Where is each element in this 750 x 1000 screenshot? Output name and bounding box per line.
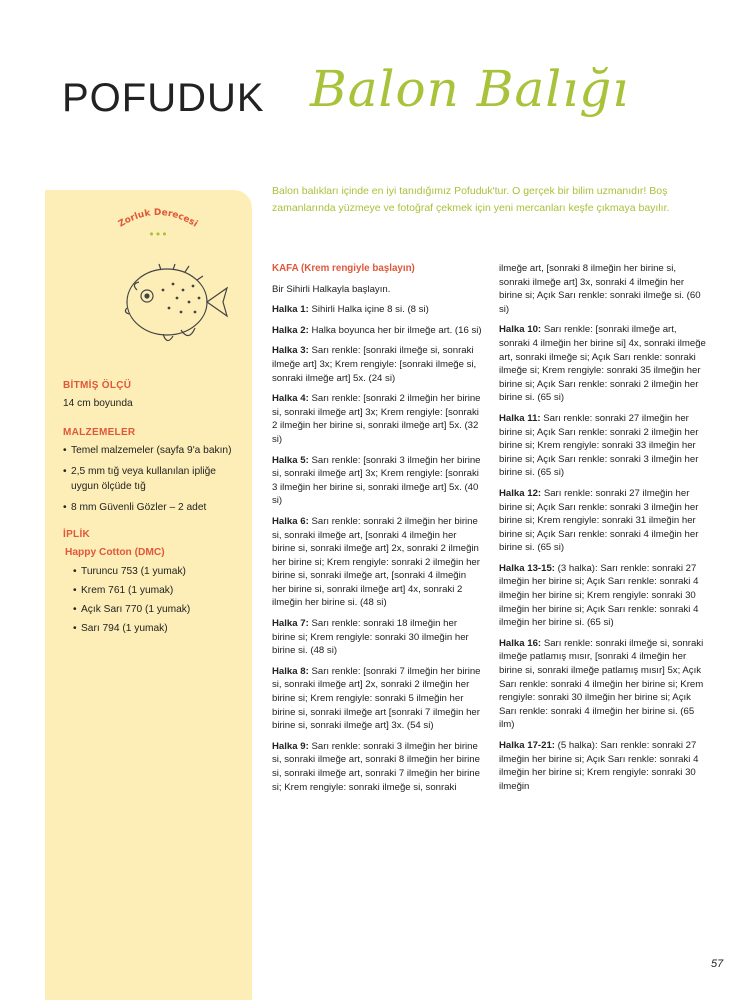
round-text: Sarı renkle: [sonraki 3 ilmeğin her birine si, sonraki ilmeğe art] 3x; Krem rengiyle: [sonraki 3 ilmeğin her birine si, sonraki ilmeğe art] 5x. (40 si): [272, 454, 481, 507]
round-instruction: [499, 412, 709, 480]
round-label: Halka 16:: [499, 637, 542, 649]
round-instruction: [272, 454, 482, 508]
round-label: Halka 7:: [272, 618, 309, 630]
intro-paragraph: Balon balıkları içinde en iyi tanıdığımız Pofuduk'tur. O gerçek bir bilim uzmanıdır! Boş zamanlarında yüzmeye ve fotoğraf çekmek için yeni mercanları keşfe çıkmaya bayılır.: [272, 185, 670, 214]
round-text: (3 halka): Sarı renkle: sonraki 27 ilmeğin her birine si; Açık Sarı renkle: sonraki 4 ilmeğin her birine si; Krem rengiyle: sonraki 30 ilmeğin her birine si; Açık Sarı renkle: sonraki 4 ilmeğin her birine si. (65 si): [499, 562, 699, 629]
badge-dots: •••: [148, 228, 168, 241]
round-text: Halka boyunca her bir ilmeğe art. (16 si): [311, 324, 482, 336]
list-item: • 2,5 mm tığ veya kullanılan ipliğe uygun ölçüde tığ: [63, 464, 243, 494]
yarn-brand: Happy Cotton (DMC): [65, 547, 165, 558]
page-title: [60, 58, 700, 148]
list-item: • 8 mm Güvenli Gözler – 2 adet: [63, 500, 243, 515]
round-label: Halka 5:: [272, 454, 309, 466]
list-item: • Açık Sarı 770 (1 yumak): [73, 602, 243, 617]
yarn-list: [63, 564, 243, 636]
round-label: Halka 17-21:: [499, 740, 555, 751]
round-label: Halka 9:: [272, 740, 309, 752]
difficulty-badge-icon: [103, 202, 213, 242]
round-text: Sarı renkle: sonraki ilmeğe si, sonraki ilmeğe patlamış mısır, [sonraki 4 ilmeğin her birine si, sonraki ilmeğe patlamış mısır] 5x; Açık Sarı renkle: sonraki 4 ilmeğin her birine si; Krem rengiyle: sonraki 30 ilmeğin her birine si; Açık Sarı renkle: sonraki 4 ilmeğin her birine si. (65 ilm): [499, 637, 704, 731]
round-text: (5 halka): Sarı renkle: sonraki 27 ilmeğin her birine si; Açık Sarı renkle: sonraki 4 ilmeğin her birine si; Krem rengiyle: sonraki 30 ilmeğin: [499, 740, 699, 792]
round-label: Halka 6:: [272, 515, 309, 527]
round-label: Halka 3:: [272, 345, 309, 357]
round-instruction: [272, 665, 482, 733]
round-label: Halka 4:: [272, 393, 309, 405]
round-label: Halka 1:: [272, 304, 309, 316]
yarn-heading: İPLİK: [63, 529, 91, 540]
round-label: Halka 11:: [499, 412, 541, 424]
round-instruction: [499, 562, 709, 630]
round-instruction: [272, 324, 482, 338]
round-text: Sarı renkle: [sonraki 2 ilmeğin her birine si, sonraki ilmeğe art] 3x; Krem rengiyle: [sonraki 2 ilmeğin her birine si, sonraki ilmeğe art] 5x. (32 si): [272, 393, 481, 445]
title-script: Balon Balığı: [310, 60, 630, 118]
title-main: POFUDUK: [62, 76, 265, 120]
list-item: • Turuncu 753 (1 yumak): [73, 564, 243, 579]
materials-heading: MALZEMELER: [63, 427, 136, 438]
round-instruction: [272, 303, 482, 317]
list-item: • Sarı 794 (1 yumak): [73, 621, 243, 636]
round-text: Sarı renkle: [sonraki ilmeğe si, sonraki ilmeğe art] 3x; Krem rengiyle: [sonraki ilmeğe si, sonraki ilmeğe art] 5x. (24 si): [272, 345, 477, 384]
start-instruction: Bir Sihirli Halkayla başlayın.: [272, 283, 391, 295]
section-heading: KAFA (Krem rengiyle başlayın): [272, 263, 415, 274]
round-text: Sarı renkle: sonraki 2 ilmeğin her birine si, sonraki ilmeğe art, [sonraki 4 ilmeğin her birine si, sonraki ilmeğe art] 2x, sonraki 2 ilmeğin her birine si; Krem rengiyle: sonraki 2 ilmeğin her birine si, sonraki ilmeğe art, [sonraki 4 ilmeğin her birine si, sonraki ilmeğe art] 4x, sonraki 2 ilmeğin her birine si. (48 si): [272, 515, 480, 609]
page-number: 57: [711, 958, 724, 970]
round-continuation: ilmeğe art, [sonraki 8 ilmeğin her birine si, sonraki ilmeğe art] 3x, sonraki 4 ilmeğin her birine si; Açık Sarı renkle: sonraki ilmeğe si. (60 si): [499, 263, 701, 315]
round-label: Halka 12:: [499, 487, 542, 499]
round-text: Sarı renkle: sonraki 27 ilmeğin her birine si; Açık Sarı renkle: sonraki 3 ilmeğin her birine si; Krem rengiyle: sonraki 31 ilmeğin her birine si; Açık Sarı renkle: sonraki 4 ilmeğin her birine si. (65 si): [499, 487, 699, 554]
info-sidebar: [45, 190, 252, 1000]
round-instruction: [272, 344, 482, 385]
round-instruction: [499, 739, 709, 793]
round-instruction: [499, 487, 709, 555]
materials-list: [63, 443, 243, 515]
round-text: Sarı renkle: sonraki 27 ilmeğin her birine si; Açık Sarı renkle: sonraki 2 ilmeğin her birine si; Krem rengiyle: sonraki 33 ilmeğin her birine si; Açık Sarı renkle: sonraki 3 ilmeğin her birine si. (65 si): [499, 412, 699, 479]
finished-size-heading: BİTMİŞ ÖLÇÜ: [63, 380, 132, 391]
finished-size-value: 14 cm boyunda: [63, 398, 133, 409]
list-item: • Krem 761 (1 yumak): [73, 583, 243, 598]
svg-text:Zorluk Derecesi: [117, 208, 199, 230]
round-label: Halka 2:: [272, 324, 309, 336]
round-instruction: [272, 392, 482, 446]
round-text: Sarı renkle: sonraki 3 ilmeğin her birine si, sonraki ilmeğe art, sonraki 8 ilmeğin her birine si, sonraki ilmeğe art, sonraki 7 ilmeğin her birine si; Krem rengiyle: sonraki ilmeğe si, sonraki: [272, 740, 480, 793]
round-label: Halka 8:: [272, 665, 309, 677]
pufferfish-icon: [103, 250, 233, 360]
round-instruction: [499, 637, 709, 732]
round-label: Halka 10:: [499, 324, 542, 336]
badge-text: Zorluk Derecesi: [116, 207, 200, 230]
round-text: Sihirli Halka içine 8 si. (8 si): [311, 304, 429, 316]
round-text: Sarı renkle: [sonraki ilmeğe art, sonraki 4 ilmeğin her birine si] 4x, sonraki ilmeğe art, sonraki ilmeğe si; Açık Sarı renkle: sonraki ilmeğe si; Krem rengiyle: sonraki 35 ilmeğin her birine si; Açık Sarı renkle: sonraki 2 ilmeğin her birine si. (65 si): [499, 324, 706, 404]
round-text: Sarı renkle: sonraki 18 ilmeğin her birine si; Krem rengiyle: sonraki 30 ilmeğin her birine si. (48 si): [272, 618, 469, 657]
round-label: Halka 13-15:: [499, 562, 555, 574]
list-item: • Temel malzemeler (sayfa 9'a bakın): [63, 443, 243, 458]
round-text: Sarı renkle: [sonraki 7 ilmeğin her birine si, sonraki ilmeğe art] 2x, sonraki 2 ilmeğin her birine si; Krem rengiyle: sonraki 5 ilmeğin her birine si, sonraki ilmeğe art [sonraki 7 ilmeğin her birine si, sonraki ilmeğe art] 3x. (54 si): [272, 665, 481, 732]
round-instruction: [272, 617, 482, 658]
round-instruction: [499, 323, 709, 405]
round-instruction: [272, 740, 482, 794]
round-instruction: [272, 515, 482, 610]
pattern-column-2: [499, 262, 709, 800]
pattern-column-1: [272, 262, 482, 801]
